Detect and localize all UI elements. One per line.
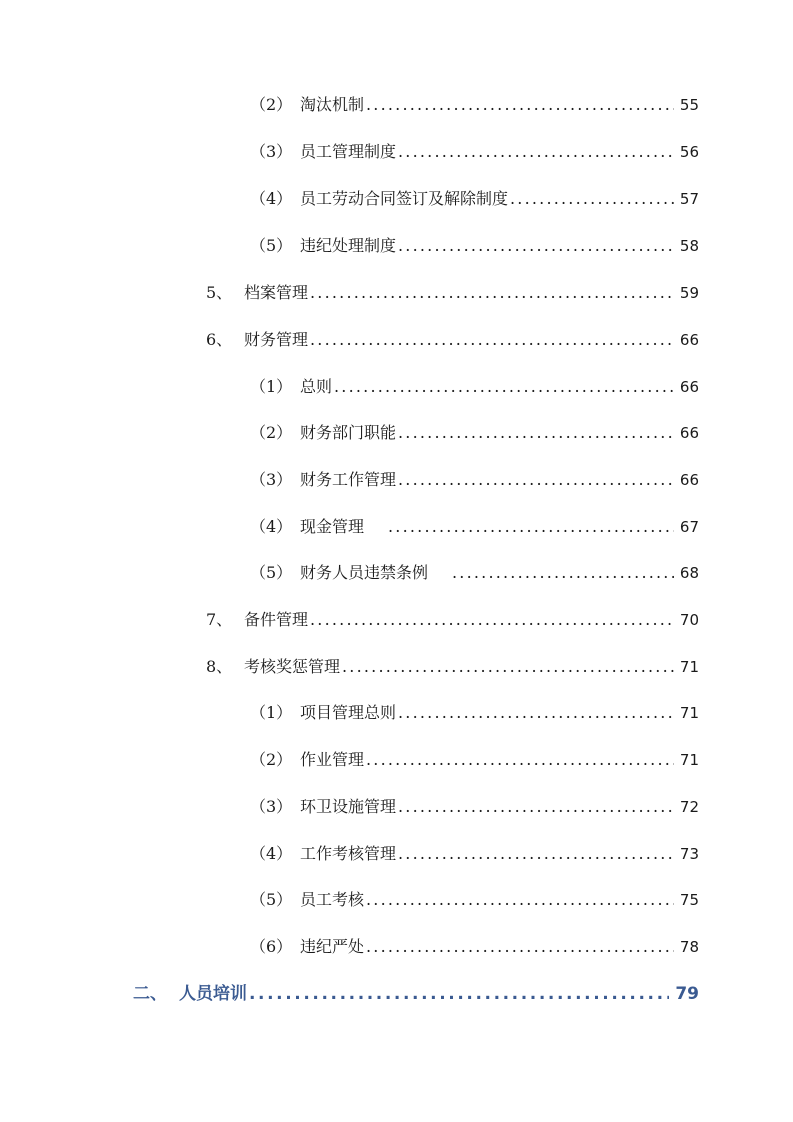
toc-entry-number: 二、 bbox=[133, 984, 167, 1004]
toc-entry[interactable] bbox=[250, 188, 699, 210]
toc-entry-page: 55 bbox=[679, 96, 699, 114]
toc-entry-number: （1） bbox=[250, 703, 293, 722]
toc-entry-title: 淘汰机制 bbox=[300, 95, 365, 114]
dot-leader bbox=[249, 983, 669, 1005]
toc-entry[interactable] bbox=[250, 376, 699, 398]
toc-entry-page: 72 bbox=[679, 798, 699, 816]
toc-entry-page: 71 bbox=[679, 658, 699, 676]
toc-entry-page: 67 bbox=[679, 518, 699, 536]
toc-entry-title: 违纪严处 bbox=[300, 937, 365, 956]
toc-entry-number: （5） bbox=[250, 563, 293, 582]
toc-entry-number: （2） bbox=[250, 95, 293, 114]
toc-entry[interactable] bbox=[250, 796, 699, 818]
dot-leader bbox=[310, 329, 674, 351]
toc-entry-title: 考核奖惩管理 bbox=[244, 657, 341, 676]
toc-entry-number: 6、 bbox=[206, 330, 233, 349]
toc-entry[interactable] bbox=[250, 516, 699, 538]
dot-leader bbox=[398, 469, 674, 491]
toc-entry[interactable] bbox=[206, 329, 699, 351]
toc-entry-page: 66 bbox=[679, 378, 699, 396]
dot-leader bbox=[366, 749, 674, 771]
toc-entry-title: 人员培训 bbox=[179, 984, 247, 1004]
toc-entry-title: 员工管理制度 bbox=[300, 142, 397, 161]
toc-entry-title: 违纪处理制度 bbox=[300, 236, 397, 255]
toc-entry-number: 7、 bbox=[206, 610, 233, 629]
toc-entry[interactable] bbox=[206, 282, 699, 304]
toc-entry[interactable] bbox=[250, 422, 699, 444]
dot-leader bbox=[398, 235, 674, 257]
toc-entry-number: （2） bbox=[250, 423, 293, 442]
dot-leader bbox=[366, 94, 674, 116]
toc-entry-page: 70 bbox=[679, 611, 699, 629]
toc-entry[interactable] bbox=[250, 843, 699, 865]
toc-entry[interactable] bbox=[206, 656, 699, 678]
toc-entry-title: 财务人员违禁条例 bbox=[300, 563, 429, 582]
toc-entry-number: （4） bbox=[250, 189, 293, 208]
toc-entry[interactable] bbox=[250, 469, 699, 491]
toc-entry-title: 作业管理 bbox=[300, 750, 365, 769]
toc-entry-title: 档案管理 bbox=[244, 283, 309, 302]
toc-entry-number: （5） bbox=[250, 890, 293, 909]
toc-entry-page: 71 bbox=[679, 751, 699, 769]
toc-entry-number: （3） bbox=[250, 142, 293, 161]
dot-leader bbox=[452, 562, 674, 584]
toc-chapter-entry[interactable] bbox=[133, 983, 699, 1005]
dot-leader bbox=[398, 702, 674, 724]
toc-entry-title: 财务管理 bbox=[244, 330, 309, 349]
toc-entry-title: 工作考核管理 bbox=[300, 844, 397, 863]
dot-leader bbox=[398, 796, 674, 818]
toc-entry-number: 8、 bbox=[206, 657, 233, 676]
toc-entry[interactable] bbox=[250, 749, 699, 771]
dot-leader bbox=[342, 656, 674, 678]
toc-entry-page: 66 bbox=[679, 331, 699, 349]
toc-entry-number: （3） bbox=[250, 470, 293, 489]
toc-entry-number: （2） bbox=[250, 750, 293, 769]
toc-entry[interactable] bbox=[250, 141, 699, 163]
dot-leader bbox=[398, 141, 674, 163]
toc-entry-number: （3） bbox=[250, 797, 293, 816]
toc-entry-title: 总则 bbox=[300, 377, 333, 396]
toc-entry-page: 56 bbox=[679, 143, 699, 161]
toc-entry[interactable] bbox=[206, 609, 699, 631]
dot-leader bbox=[398, 843, 674, 865]
toc-entry-number: （4） bbox=[250, 844, 293, 863]
dot-leader bbox=[366, 889, 674, 911]
toc-entry-title: 财务工作管理 bbox=[300, 470, 397, 489]
toc-entry-title: 财务部门职能 bbox=[300, 423, 397, 442]
toc-entry-title: 备件管理 bbox=[244, 610, 309, 629]
dot-leader bbox=[388, 516, 674, 538]
toc-entry-page: 79 bbox=[675, 984, 699, 1004]
dot-leader bbox=[310, 282, 674, 304]
dot-leader bbox=[310, 609, 674, 631]
dot-leader bbox=[398, 422, 674, 444]
toc-entry-title: 项目管理总则 bbox=[300, 703, 397, 722]
toc-entry-page: 66 bbox=[679, 424, 699, 442]
toc-entry[interactable] bbox=[250, 936, 699, 958]
toc-entry-number: （4） bbox=[250, 517, 293, 536]
toc-entry[interactable] bbox=[250, 94, 699, 116]
toc-entry-title: 现金管理 bbox=[300, 517, 365, 536]
toc-entry-page: 73 bbox=[679, 845, 699, 863]
dot-leader bbox=[510, 188, 674, 210]
toc-entry[interactable] bbox=[250, 889, 699, 911]
toc-entry-number: 5、 bbox=[206, 283, 233, 302]
toc-entry-title: 环卫设施管理 bbox=[300, 797, 397, 816]
toc-entry-page: 68 bbox=[679, 564, 699, 582]
toc-entry-number: （5） bbox=[250, 236, 293, 255]
toc-entry-page: 78 bbox=[679, 938, 699, 956]
toc-entry-title: 员工考核 bbox=[300, 890, 365, 909]
toc-entry[interactable] bbox=[250, 235, 699, 257]
dot-leader bbox=[366, 936, 674, 958]
toc-entry-number: （1） bbox=[250, 377, 293, 396]
toc-entry[interactable] bbox=[250, 702, 699, 724]
toc-entry-number: （6） bbox=[250, 937, 293, 956]
dot-leader bbox=[334, 376, 674, 398]
toc-entry-page: 57 bbox=[679, 190, 699, 208]
toc-entry-page: 75 bbox=[679, 891, 699, 909]
toc-entry-page: 66 bbox=[679, 471, 699, 489]
toc-entry-page: 59 bbox=[679, 284, 699, 302]
toc-entry-page: 58 bbox=[679, 237, 699, 255]
toc-entry-page: 71 bbox=[679, 704, 699, 722]
toc-entry[interactable] bbox=[250, 562, 699, 584]
toc-entry-title: 员工劳动合同签订及解除制度 bbox=[300, 189, 509, 208]
